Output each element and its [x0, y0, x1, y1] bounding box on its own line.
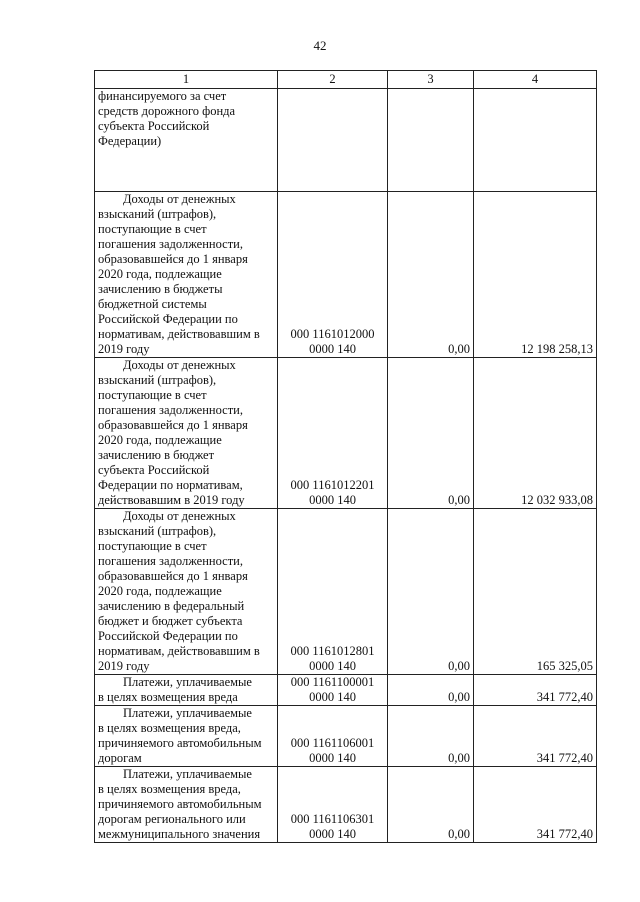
header-col-1: 1 — [95, 71, 278, 89]
table-row-continuation — [95, 89, 597, 192]
row-code — [278, 89, 388, 192]
row-col3: 0,00 — [388, 358, 474, 509]
row-col3 — [388, 89, 474, 192]
row-code: 000 1161012201 0000 140 — [278, 358, 388, 509]
header-col-2: 2 — [278, 71, 388, 89]
row-code: 000 1161012000 0000 140 — [278, 192, 388, 358]
row-col4: 341 772,40 — [474, 706, 597, 767]
row-col4: 341 772,40 — [474, 767, 597, 843]
row-col3: 0,00 — [388, 767, 474, 843]
row-col4: 12 198 258,13 — [474, 192, 597, 358]
table-row — [95, 675, 597, 706]
row-code: 000 1161012801 0000 140 — [278, 509, 388, 675]
row-code: 000 1161106301 0000 140 — [278, 767, 388, 843]
table-row — [95, 767, 597, 843]
row-col4: 341 772,40 — [474, 675, 597, 706]
row-code: 000 1161106001 0000 140 — [278, 706, 388, 767]
table-row — [95, 706, 597, 767]
row-col3: 0,00 — [388, 509, 474, 675]
row-name: Платежи, уплачиваемые в целях возмещения вреда — [95, 675, 278, 706]
row-name: Платежи, уплачиваемые в целях возмещения вреда, причиняемого автомобильным дорогам регионального или межмуниципального значения — [95, 767, 278, 843]
row-col4: 12 032 933,08 — [474, 358, 597, 509]
row-name: Платежи, уплачиваемые в целях возмещения вреда, причиняемого автомобильным дорогам — [95, 706, 278, 767]
row-col3: 0,00 — [388, 192, 474, 358]
row-col4 — [474, 89, 597, 192]
budget-table — [94, 70, 597, 843]
row-col4: 165 325,05 — [474, 509, 597, 675]
row-col3: 0,00 — [388, 706, 474, 767]
page-number: 42 — [313, 38, 327, 53]
header-col-4: 4 — [474, 71, 597, 89]
table-row — [95, 192, 597, 358]
row-name: Доходы от денежных взысканий (штрафов), поступающие в счет погашения задолженности, образовавшейся до 1 января 2020 года, подлежащие зачислению в бюджет субъекта Российской Федерации по нормативам, действовавшим в 2019 году — [95, 358, 278, 509]
row-code: 000 1161100001 0000 140 — [278, 675, 388, 706]
table-row — [95, 509, 597, 675]
header-col-3: 3 — [388, 71, 474, 89]
row-name: Доходы от денежных взысканий (штрафов), поступающие в счет погашения задолженности, образовавшейся до 1 января 2020 года, подлежащие зачислению в бюджеты бюджетной системы Российской Федерации по нормативам, действовавшим в 2019 году — [95, 192, 278, 358]
row-name: финансируемого за счет средств дорожного фонда субъекта Российской Федерации) — [95, 89, 278, 192]
row-name: Доходы от денежных взысканий (штрафов), поступающие в счет погашения задолженности, образовавшейся до 1 января 2020 года, подлежащие зачислению в федеральный бюджет и бюджет субъекта Российской Федерации по нормативам, действовавшим в 2019 году — [95, 509, 278, 675]
row-col3: 0,00 — [388, 675, 474, 706]
header-row — [95, 71, 597, 89]
table-row — [95, 358, 597, 509]
